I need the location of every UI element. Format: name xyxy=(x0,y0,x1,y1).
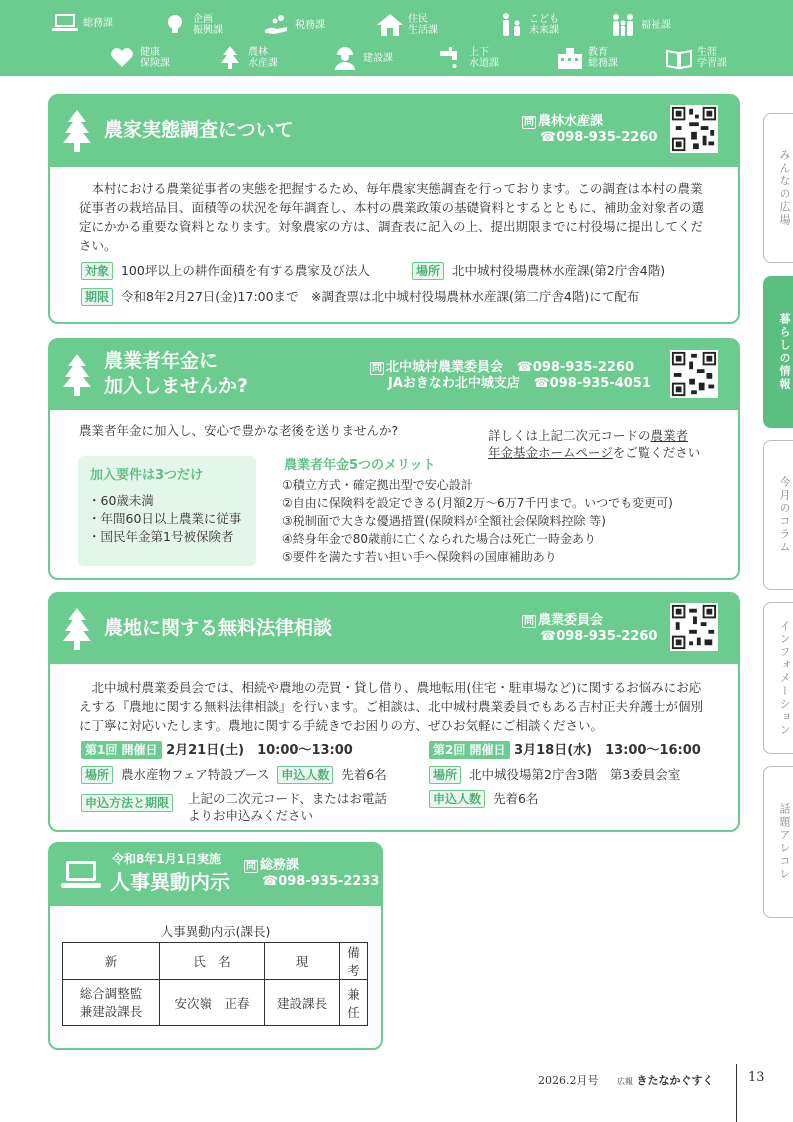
session1-date-row: 第1回 開催日 2月21日(土) 10:00〜13:00 xyxy=(81,741,353,760)
lightbulb-icon xyxy=(160,12,190,38)
publication-name: 広報 きたなかぐすく xyxy=(617,1074,714,1087)
method-row: 申込方法と期限 xyxy=(81,794,173,812)
nav-item-fukushi[interactable]: 福祉課 xyxy=(608,12,671,38)
table-header: 備考 xyxy=(340,943,368,980)
pension-link[interactable]: 年金基金ホームページ xyxy=(488,445,613,460)
contact-info: 問 農林水産課 ☎098-935-2260 xyxy=(524,114,658,145)
contact-info: 問 北中城村農業委員会 ☎098-935-2260 JAおきなわ北中城支店 ☎098-935-4051 xyxy=(372,360,651,391)
faucet-icon xyxy=(436,45,466,71)
merit-item: ⑤要件を満たす若い担い手へ保険料の国庫補助あり xyxy=(282,550,557,564)
card-title: 農業者年金に 加入しませんか? xyxy=(104,350,249,397)
pension-link[interactable]: 農業者 xyxy=(650,428,689,443)
table-header: 氏 名 xyxy=(160,943,265,980)
tab-information[interactable]: インフォメーション xyxy=(763,602,793,754)
nav-item-zeimu[interactable]: 税務課 xyxy=(262,12,325,38)
requirements-box xyxy=(78,456,256,566)
contact-info: 問 農業委員会 ☎098-935-2260 xyxy=(524,613,658,644)
book-icon xyxy=(664,45,694,71)
merits-title: 農業者年金5つのメリット xyxy=(284,458,436,473)
tab-kongetsu-no-column[interactable]: 今月のコラム xyxy=(763,440,793,590)
tree-icon xyxy=(215,45,245,71)
tree-icon xyxy=(60,108,94,154)
tab-kurashi-no-joho[interactable]: 暮らしの情報 xyxy=(763,276,793,428)
personnel-change-card xyxy=(48,842,383,1050)
laptop-icon xyxy=(50,10,80,36)
requirement-item: ・60歳未満 xyxy=(88,493,154,508)
nav-item-soumu[interactable]: 総務課 xyxy=(50,10,113,36)
laptop-icon xyxy=(60,858,102,892)
tab-wadai-arekore[interactable]: 話題アレコレ xyxy=(763,766,793,918)
nav-item-norin[interactable]: 農林 水産課 xyxy=(215,45,278,71)
table-row xyxy=(63,980,368,1026)
qr-code[interactable] xyxy=(670,105,718,153)
table-header: 現 xyxy=(265,943,340,980)
pension-detail: 詳しくは上記二次元コードの農業者 年金基金ホームページをご覧ください xyxy=(488,428,701,460)
inquiry-badge: 問 xyxy=(246,861,256,872)
tree-icon xyxy=(60,352,94,398)
card-subtitle: 令和8年1月1日実施 xyxy=(112,852,222,866)
card-title: 農家実態調査について xyxy=(104,119,294,141)
footer-divider xyxy=(736,1064,737,1122)
target-row: 対象 100坪以上の耕作面積を有する農家及び法人 xyxy=(81,262,370,280)
session2-date-row: 第2回 開催日 3月18日(水) 13:00〜16:00 xyxy=(429,741,701,760)
requirement-item: ・国民年金第1号被保険者 xyxy=(88,529,234,544)
school-icon xyxy=(555,45,585,71)
merit-item: ①積立方式・確定拠出型で安心設計 xyxy=(282,478,473,492)
nav-item-kenko[interactable]: 健康 保険課 xyxy=(107,45,170,71)
qr-code[interactable] xyxy=(670,603,718,651)
table-header: 新 xyxy=(63,943,160,980)
contact-info: 問 総務課 ☎098-935-2233 xyxy=(246,858,380,889)
qr-code[interactable] xyxy=(670,350,718,398)
contact-tel: ☎098-935-2260 xyxy=(540,130,658,145)
inquiry-badge: 問 xyxy=(524,616,534,627)
session2-place-row: 場所 北中城役場第2庁舎3階 第3委員会室 xyxy=(429,766,680,784)
farm-survey-card xyxy=(48,94,740,324)
card-title: 人事異動内示 xyxy=(110,870,230,894)
tree-icon xyxy=(60,606,94,652)
nav-item-jogesuido[interactable]: 上下 水道課 xyxy=(436,45,499,71)
farmer-pension-card xyxy=(48,338,740,580)
survey-description: 本村における農業従事者の実態を把握するため、毎年農家実態調査を行っております。この調査は本村の農業従事者の栽培品目、面積等の状況を毎年調査し、本村の農業政策の基礎資料とするとともに、補助金対象者の選定にかかる重要な資料となります。対象農家の方は、調査表に記入の上、提出期限までに村役場に提出してください。 xyxy=(79,181,705,253)
card-title: 農地に関する無料法律相談 xyxy=(104,617,333,639)
nav-item-kikaku[interactable]: 企画 振興課 xyxy=(160,12,223,38)
table-cell-new: 総合調整監 兼建設課長 xyxy=(63,980,160,1026)
inquiry-badge: 問 xyxy=(524,117,534,128)
requirement-item: ・年間60日以上農業に従事 xyxy=(88,511,242,526)
issue-date: 2026.2月号 xyxy=(538,1074,599,1087)
parent-child-icon xyxy=(496,12,526,38)
session2-apply-row: 申込人数 先着6名 xyxy=(429,790,538,808)
table-caption: 人事異動内示(課長) xyxy=(160,924,271,939)
table-cell-name: 安次嶺 正春 xyxy=(160,980,265,1026)
merit-item: ②自由に保険料を設定できる(月額2万〜6万7千円まで。いつでも変更可) xyxy=(282,496,673,510)
merit-item: ③税制面で大きな優遇措置(保険料が全額社会保険料控除 等) xyxy=(282,514,606,528)
legal-consultation-card xyxy=(48,592,740,832)
merit-item: ④終身年金で80歳前に亡くなられた場合は死亡一時金あり xyxy=(282,532,597,546)
nav-item-kodomo[interactable]: こども 未来課 xyxy=(496,12,559,38)
personnel-table xyxy=(62,942,368,1026)
inquiry-badge: 問 xyxy=(372,363,382,374)
contact-tel: ☎098-935-2260 xyxy=(540,629,658,644)
contact-tel: ☎098-935-2233 xyxy=(262,874,380,889)
worker-icon xyxy=(330,45,360,71)
nav-item-jumin[interactable]: 住民 生活課 xyxy=(375,12,438,38)
page-number: 13 xyxy=(748,1070,765,1085)
table-cell-note: 兼任 xyxy=(340,980,368,1026)
consultation-description: 北中城村農業委員会では、相続や農地の売買・貸し借り、農地転用(住宅・駐車場など)に関するお悩みにお応えする『農地に関する無料法律相談』を行います。ご相談は、北中城村農業委員でもある吉村正夫弁護士が個別に丁寧に対応いたします。農地に関する手続きでお困りの方、ぜひお気軽にご相談ください。 xyxy=(79,680,704,733)
table-cell-current: 建設課長 xyxy=(265,980,340,1026)
requirements-title: 加入要件は3つだけ xyxy=(90,468,204,483)
merits-list xyxy=(282,476,673,566)
place-row: 場所 北中城村役場農林水産課(第2庁舎4階) xyxy=(412,262,665,280)
method-text: 上記の二次元コード、またはお電話 よりお申込みください xyxy=(188,791,387,823)
deadline-row: 期限 令和8年2月27日(金)17:00まで ※調査票は北中城村役場農林水産課(第二庁舎4階)にて配布 xyxy=(81,288,639,306)
pension-intro: 農業者年金に加入し、安心で豊かな老後を送りませんか? xyxy=(79,423,399,438)
nav-item-kensetsu[interactable]: 建設課 xyxy=(330,45,393,71)
family-icon xyxy=(608,12,638,38)
nav-item-shogai[interactable]: 生涯 学習課 xyxy=(664,45,727,71)
session1-place-row: 場所 農水産物フェア特設ブース 申込人数 先着6名 xyxy=(81,766,387,784)
nav-item-kyoiku[interactable]: 教育 総務課 xyxy=(555,45,618,71)
house-icon xyxy=(375,12,405,38)
coins-hand-icon xyxy=(262,12,292,38)
tab-minna-no-hiroba[interactable]: みんなの広場 xyxy=(763,113,793,263)
heart-hand-icon xyxy=(107,45,137,71)
